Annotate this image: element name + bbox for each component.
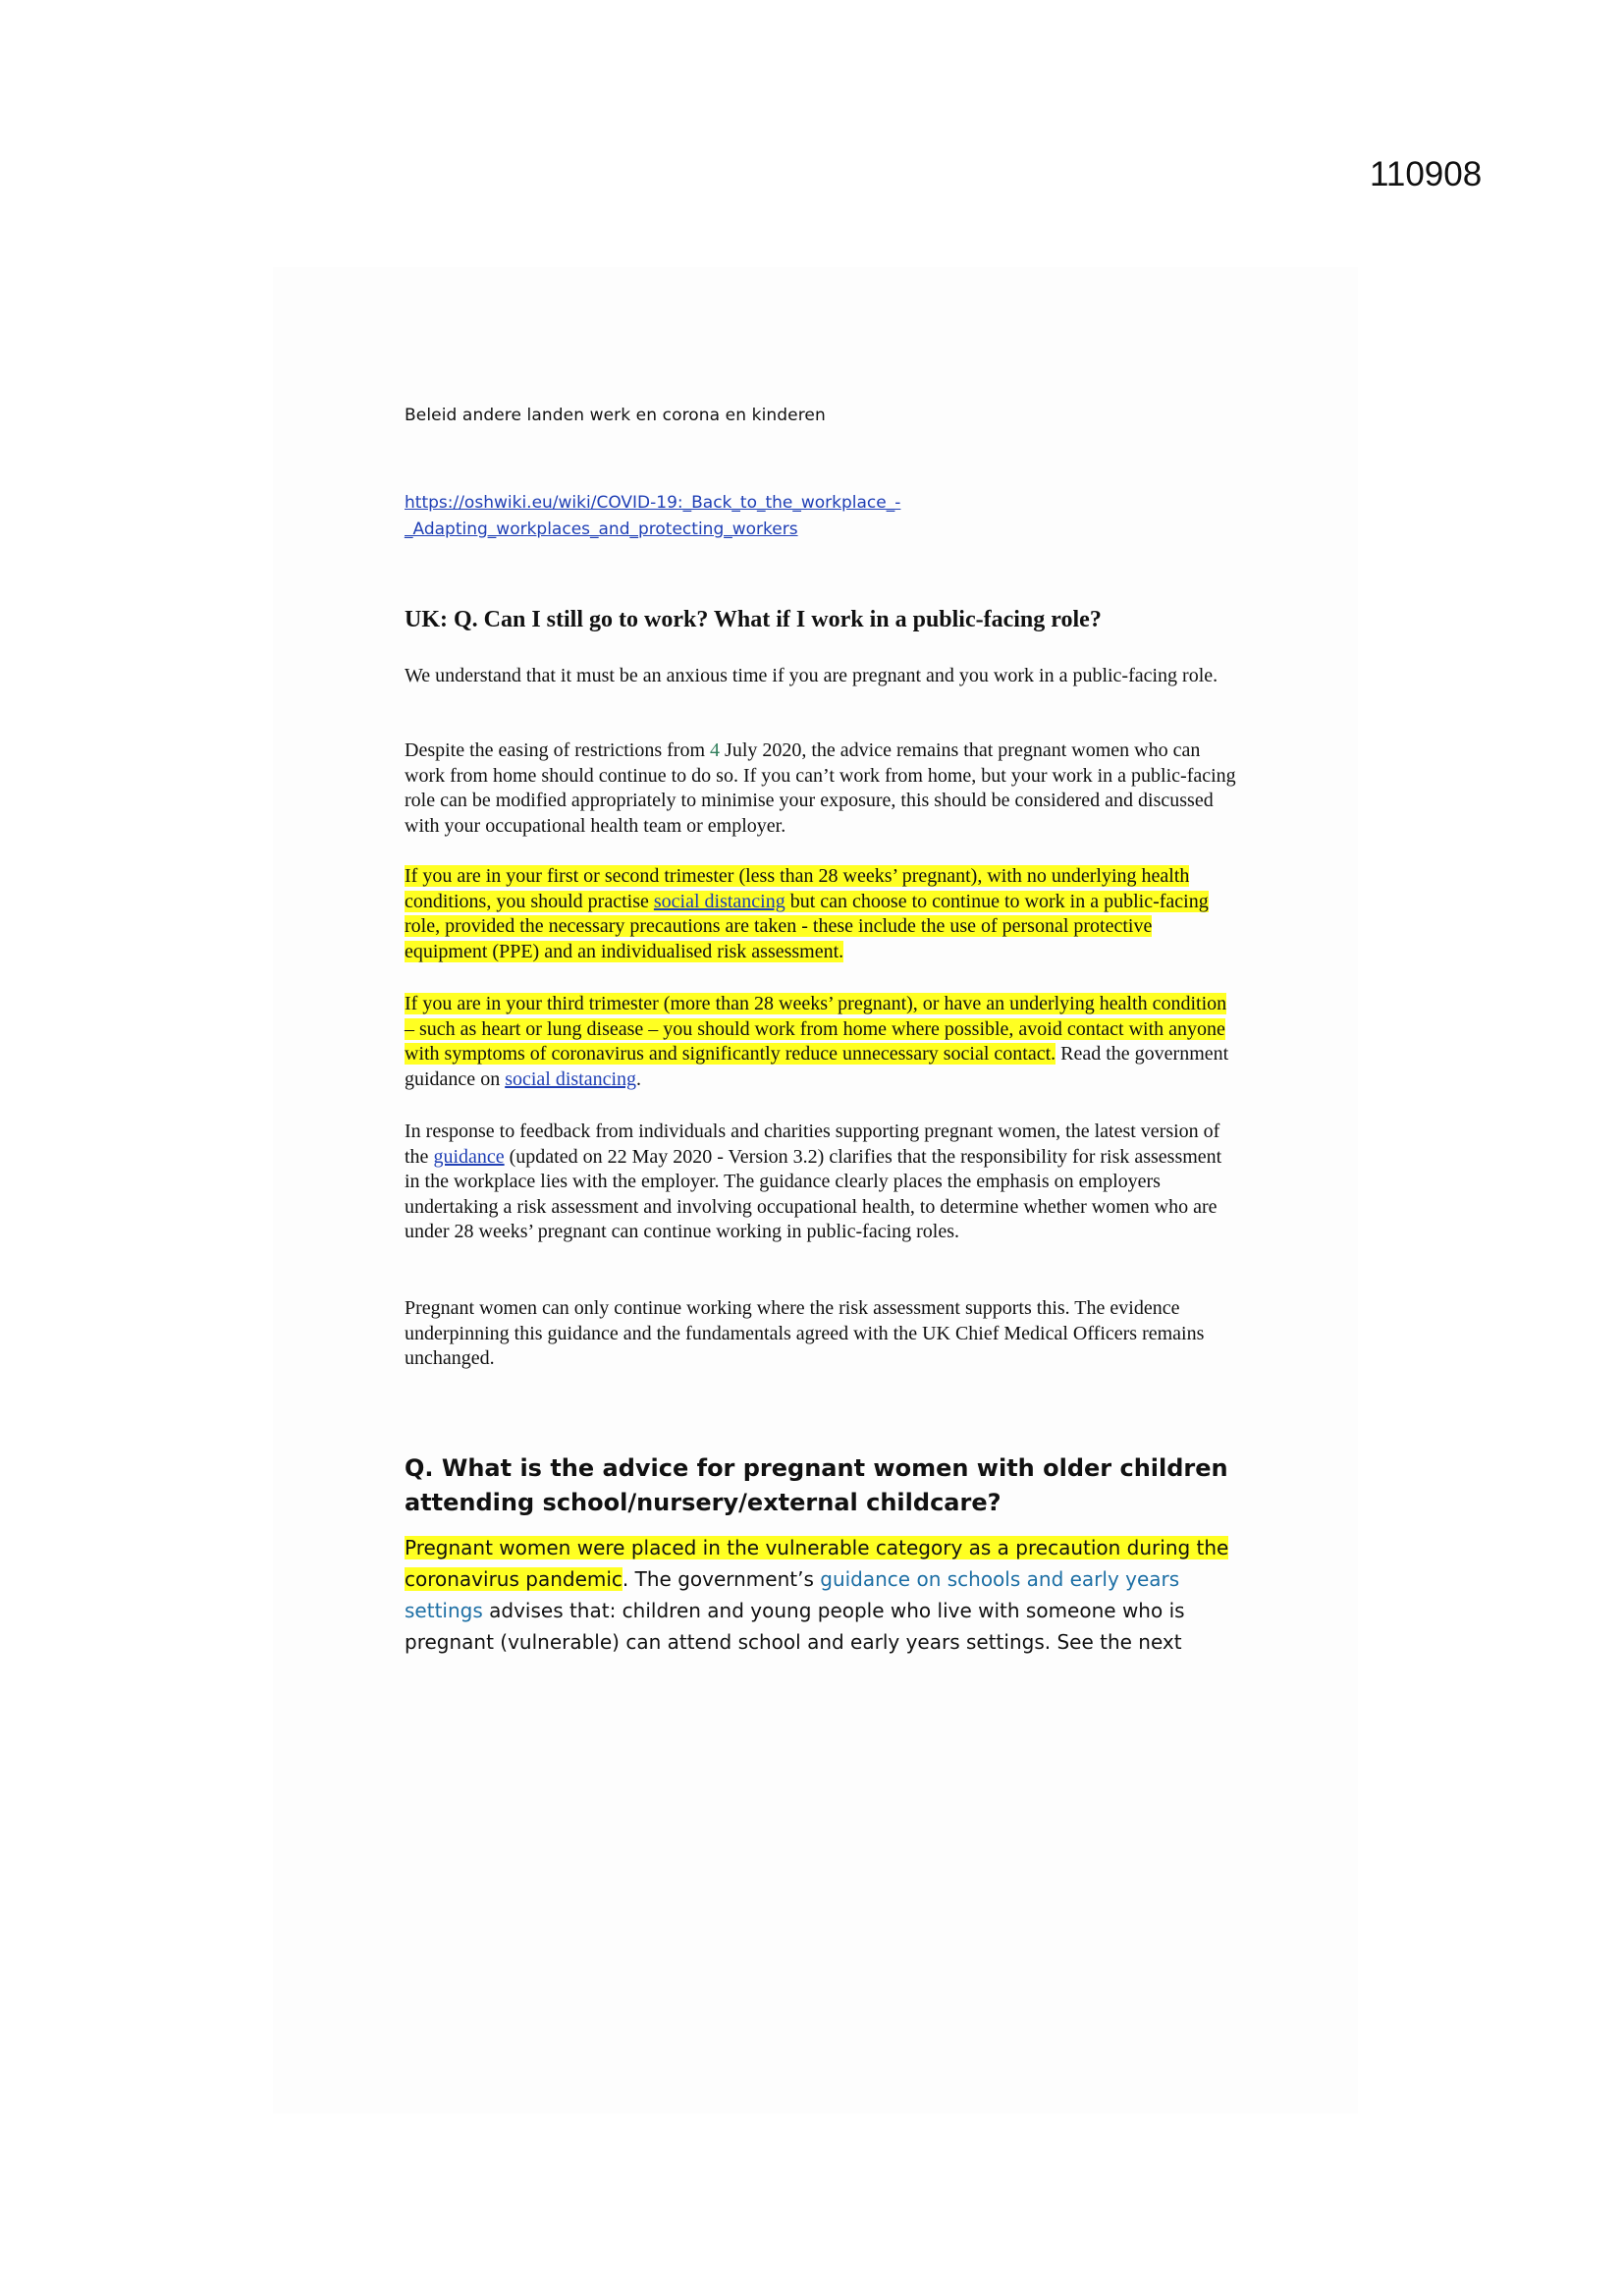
social-distancing-link-2[interactable]: social distancing (505, 1067, 637, 1090)
source-url-line-2[interactable]: _Adapting_workplaces_and_protecting_workers (405, 519, 798, 539)
social-distancing-link[interactable]: social distancing (653, 890, 785, 912)
paragraph-easing-restrictions: Despite the easing of restrictions from 4 July 2020, the advice remains that pregnant women who can work from home should continue to do so. If you can’t work from home, but your work in a public-facing role can be modified appropriately to minimise your exposure, this should be considered and discussed with your occupational health team or employer. (405, 739, 1236, 837)
paragraph-feedback-response: In response to feedback from individuals and charities supporting pregnant women, the latest version of the guidance (updated on 22 May 2020 - Version 3.2) clarifies that the responsibility for risk assessment in the workplace lies with the employer. The guidance clearly places the emphasis on employers undertaking a risk assessment and involving occupational health, to determine whether women who are under 28 weeks’ pregnant can continue working in public-facing roles. (405, 1121, 1222, 1242)
paragraph-anxious-time: We understand that it must be an anxious time if you are pregnant and you work in a public-facing role. (405, 665, 1218, 686)
section-heading-older-children: Q. What is the advice for pregnant women with older children attending school/nursery/external childcare? (405, 1454, 1228, 1516)
paragraph-first-second-trimester: If you are in your first or second trimester (less than 28 weeks’ pregnant), with no underlying health conditions, you should practise social distancing but can choose to continue to work in a public-facing role, provided the necessary precautions are taken - these include the use of personal protective equipment (PPE) and an individualised risk assessment. (405, 865, 1209, 962)
page-number: 110908 (1370, 155, 1483, 193)
paragraph-risk-assessment: Pregnant women can only continue working where the risk assessment supports this. The evidence underpinning this guidance and the fundamentals agreed with the UK Chief Medical Officers remains unchanged. (405, 1297, 1205, 1369)
document-title: Beleid andere landen werk en corona en kinderen (405, 406, 826, 425)
section-heading-uk: UK: Q. Can I still go to work? What if I work in a public-facing role? (405, 607, 1102, 632)
source-link[interactable] (405, 490, 1239, 543)
paragraph-third-trimester: If you are in your third trimester (more than 28 weeks’ pregnant), or have an underlying health condition – such as heart or lung disease – you should work from home where possible, avoid contact with anyone with symptoms of coronavirus and significantly reduce unnecessary social contact. Read the government guidance on social distancing. (405, 993, 1229, 1090)
guidance-link[interactable]: guidance (433, 1145, 505, 1168)
paragraph-vulnerable-category: Pregnant women were placed in the vulnerable category as a precaution during the coronavirus pandemic. The government’s guidance on schools and early years settings advises that: children and young people who live with someone who is pregnant (vulnerable) can attend school and early years settings. See the next (405, 1536, 1229, 1654)
schools-guidance-link[interactable]: guidance on schools and early years settings (405, 1567, 1180, 1622)
source-url-line-1[interactable]: https://oshwiki.eu/wiki/COVID-19:_Back_to_the_workplace_- (405, 493, 901, 513)
